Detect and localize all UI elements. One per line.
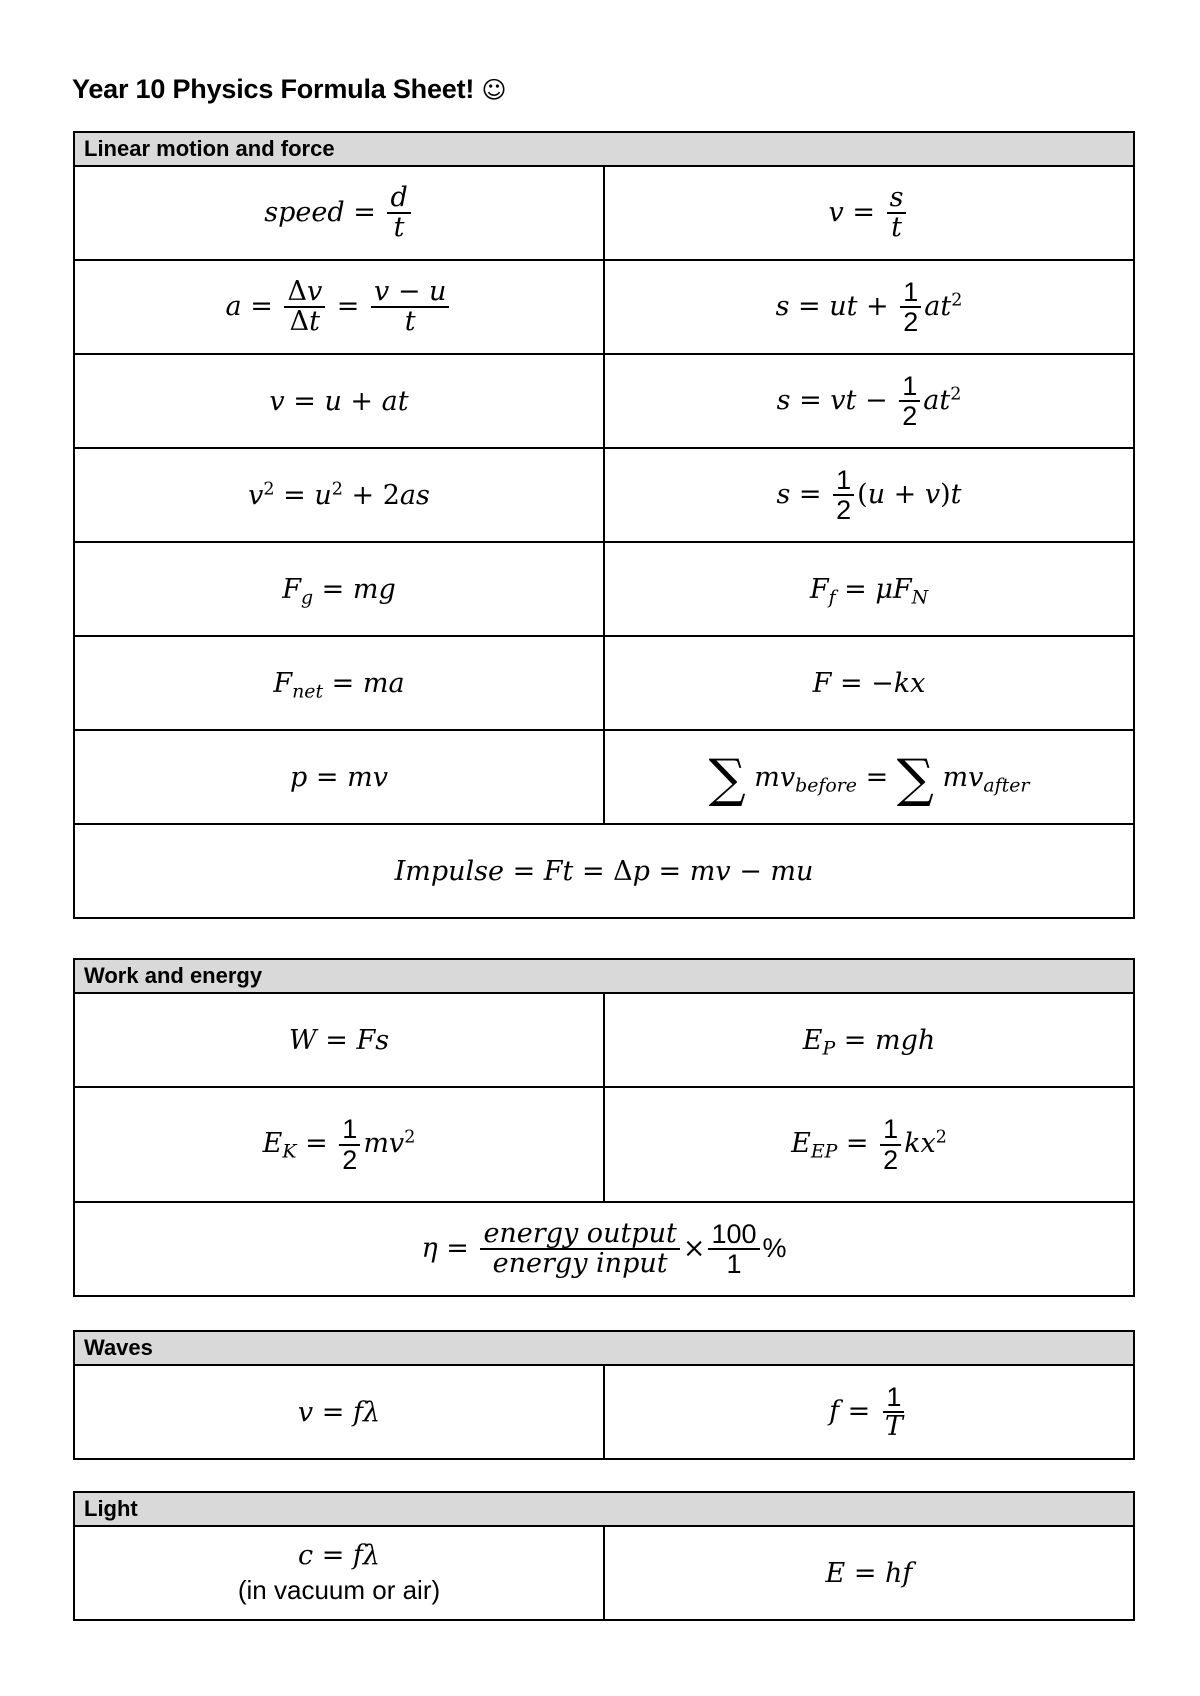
formula: η = $\frac{\text{energy output}}{\text{energy input}}$ × $\frac{100}{1}$ % [421,1217,787,1279]
formula: v = fλ [297,1396,381,1428]
formula: p = mv [290,761,388,793]
formula: s = $\frac{1}{2}$ (u + v)t [776,464,962,525]
formula-cell [74,354,604,448]
formula: v = u + at [269,385,409,417]
formula-cell [74,730,604,824]
formula-cell [74,636,604,730]
linear-motion-table [73,131,1135,919]
formula: $E_{EP}$ = $\frac{1}{2}$ $kx^2$ [791,1114,947,1175]
formula: Impulse = Ft = Δp = mv − mu [394,855,814,887]
formula-cell [74,1202,1134,1296]
smiley-face-icon: ☺ [481,76,507,104]
formula: s = ut + $\frac{1}{2}$ $at^2$ [775,276,963,337]
formula: $v^2 = u^2 + 2as$ [248,478,430,511]
formula: $E_P$ = mgh [802,1024,936,1060]
section-heading: Waves [74,1331,1134,1365]
formula: ∑ $mv_{before}$ = ∑ $mv_{after}$ [708,748,1030,809]
formula-cell [74,542,604,636]
waves-table [73,1330,1135,1460]
formula-cell [604,542,1134,636]
formula: F = −kx [812,667,926,699]
formula-cell [74,993,604,1087]
formula: s = vt − $\frac{1}{2}$ $at^2$ [776,370,962,431]
formula-cell [604,354,1134,448]
formula-cell [74,824,1134,918]
formula: $F_g$ = mg [282,573,396,609]
work-energy-table [73,958,1135,1297]
formula: a = $\frac{\Delta v}{\Delta t}$ = $\frac{v - u}{t}$ [226,291,453,322]
formula: $E_K$ = $\frac{1}{2}$ $mv^2$ [262,1114,416,1175]
formula-cell [74,1087,604,1202]
formula-cell [74,260,604,354]
formula-cell [604,260,1134,354]
formula-cell [604,1087,1134,1202]
formula-cell [74,448,604,542]
formula: v = $\frac{s}{t}$ [829,197,910,228]
page-title [72,74,506,105]
light-table [73,1491,1135,1621]
formula: speed = $\frac{d}{t}$ [264,197,413,228]
formula-cell [604,636,1134,730]
formula-cell [604,1526,1134,1620]
formula: W = Fs [288,1024,390,1056]
page-title-text: Year 10 Physics Formula Sheet! [72,74,475,104]
formula-cell [604,730,1134,824]
formula-cell [604,993,1134,1087]
formula: E = hf [825,1557,913,1589]
formula-cell [74,1526,604,1620]
formula: c = fλ [297,1540,380,1571]
section-heading: Linear motion and force [74,132,1134,166]
formula-note: (in vacuum or air) [237,1575,441,1605]
formula: $F_{net}$ = ma [273,667,405,703]
formula-cell [604,448,1134,542]
formula: $F_f = \mu F_N$ [809,573,929,609]
section-heading: Work and energy [74,959,1134,993]
formula-cell [74,166,604,260]
formula-cell [604,166,1134,260]
section-heading: Light [74,1492,1134,1526]
formula-cell [74,1365,604,1459]
formula: f = $\frac{1}{T}$ [829,1381,903,1442]
formula-cell [604,1365,1134,1459]
